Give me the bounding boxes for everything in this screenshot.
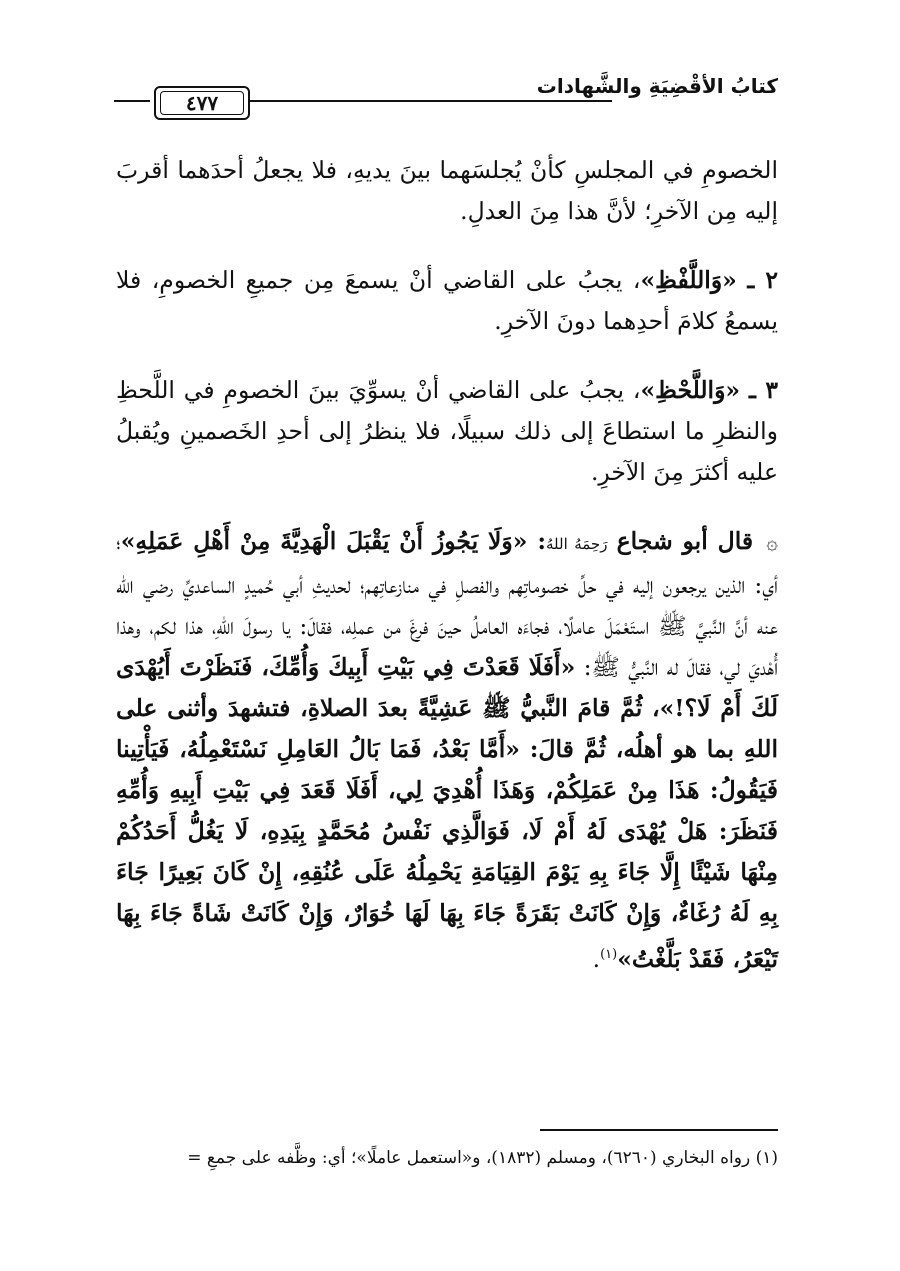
item-3-term: «وَاللَّحْظِ»	[640, 376, 741, 404]
paragraph-continuation: الخصومِ في المجلسِ كأنْ يُجلسَهما بينَ يديهِ، فلا يجعلُ أحدَهما أقربَ إليه مِن الآخرِ؛ لأنَّ هذا مِنَ العدلِ.	[116, 156, 778, 225]
item-2-text: ، يجبُ على القاضي أنْ يسمعَ مِن جميعِ الخصومِ، فلا يسمعُ كلامَ أحدِهما دونَ الآخرِ.	[116, 266, 778, 335]
item-3	[116, 370, 778, 493]
sentence-end: .	[592, 944, 601, 973]
chapter-title: كتابُ الأقْضِيَةِ والشَّهادات	[536, 74, 778, 98]
page-header	[114, 62, 778, 122]
header-rule-right	[250, 100, 612, 102]
item-2-number: ٢ ـ	[747, 266, 778, 294]
matn-text: : «وَلَا يَجُوزُ أَنْ يَقْبَلَ الْهَدِيَّةَ مِنْ أَهْلِ عَمَلِهِ»	[120, 527, 547, 555]
explanation: ؛ أي: الذين يرجعون إليه في حلِّ خصوماتِهم والفصلِ في منازعاتِهم؛ لحديثِ أبي حُميدٍ الساعديِّ رضي الله عنه أنَّ النَّبيَّ ﷺ استَعْمَلَ عاملًا، فجاءَه العاملُ حينَ فرغَ من عملِه، فقالَ: يا رسولَ اللهِ، هذا لكم، وهذا أُهْديَ لي، فقالَ له النَّبيُّ ﷺ:	[116, 527, 778, 681]
blessing: رَحِمَهُ اللهُ	[546, 535, 608, 553]
item-3-text: ، يجبُ على القاضي أنْ يسوِّيَ بينَ الخصومِ في اللَّحظِ والنظرِ ما استطاعَ إلى ذلك سبيلًا، فلا ينظرُ إلى أحدِ الخَصمينِ ويُقبلُ عليه أكثرَ مِنَ الآخرِ.	[116, 376, 778, 486]
flower-ornament-icon: ۞	[766, 530, 778, 554]
item-2	[116, 260, 778, 342]
page-number-frame	[154, 86, 250, 120]
page-number: ٤٧٧	[160, 91, 244, 115]
speaker: قال أبو شجاع	[616, 527, 754, 555]
hadith-text: «أَفَلَا قَعَدْتَ فِي بَيْتِ أَبِيكَ وَأُمِّكَ، فَنَظَرْتَ أَيُهْدَى لَكَ أَمْ لَا؟!»، ثُمَّ قامَ النَّبيُّ ﷺ عَشِيَّةً بعدَ الصلاةِ، فتشهدَ وأثنى على اللهِ بما هو أهلُه، ثُمَّ قالَ: «أَمَّا بَعْدُ، فَمَا بَالُ العَامِلِ نَسْتَعْمِلُهُ، فَيَأْتِينا فَيَقُولُ: هَذَا مِنْ عَمَلِكُمْ، وَهَذَا أُهْدِيَ لِي، أَفَلَا قَعَدَ فِي بَيْتِ أَبِيهِ وَأُمِّهِ فَنَظَرَ: هَلْ يُهْدَى لَهُ أَمْ لَا، فَوَالَّذِي نَفْسُ مُحَمَّدٍ بِيَدِهِ، لَا يَغُلُّ أَحَدُكُمْ مِنْهَا شَيْئًا إِلَّا جَاءَ بِهِ يَوْمَ القِيَامَةِ يَحْمِلُهُ عَلَى عُنُقِهِ، إِنْ كَانَ بَعِيرًا جَاءَ بِهِ لَهُ رُغَاءٌ، وَإِنْ كَانَتْ بَقَرَةً جَاءَ بِهَا لَهَا خُوَارٌ، وَإِنْ كَانَتْ شَاةً جَاءَ بِهَا تَيْعَرُ، فَقَدْ بَلَّغْتُ»	[116, 653, 778, 973]
header-rule-left	[114, 100, 150, 102]
footnote: (١) رواه البخاري (٦٢٦٠)، ومسلم (١٨٣٢)، و«استعمل عاملًا»؛ أي: وظَّفه على جمعِ =	[187, 1148, 778, 1168]
item-2-term: «وَاللَّفْظِ»	[640, 266, 737, 294]
footnote-separator	[540, 1129, 778, 1131]
matn-paragraph	[116, 521, 778, 980]
footnote-reference[interactable]: (١)	[600, 947, 618, 962]
item-3-number: ٣ ـ	[748, 376, 778, 404]
main-text	[116, 150, 778, 980]
